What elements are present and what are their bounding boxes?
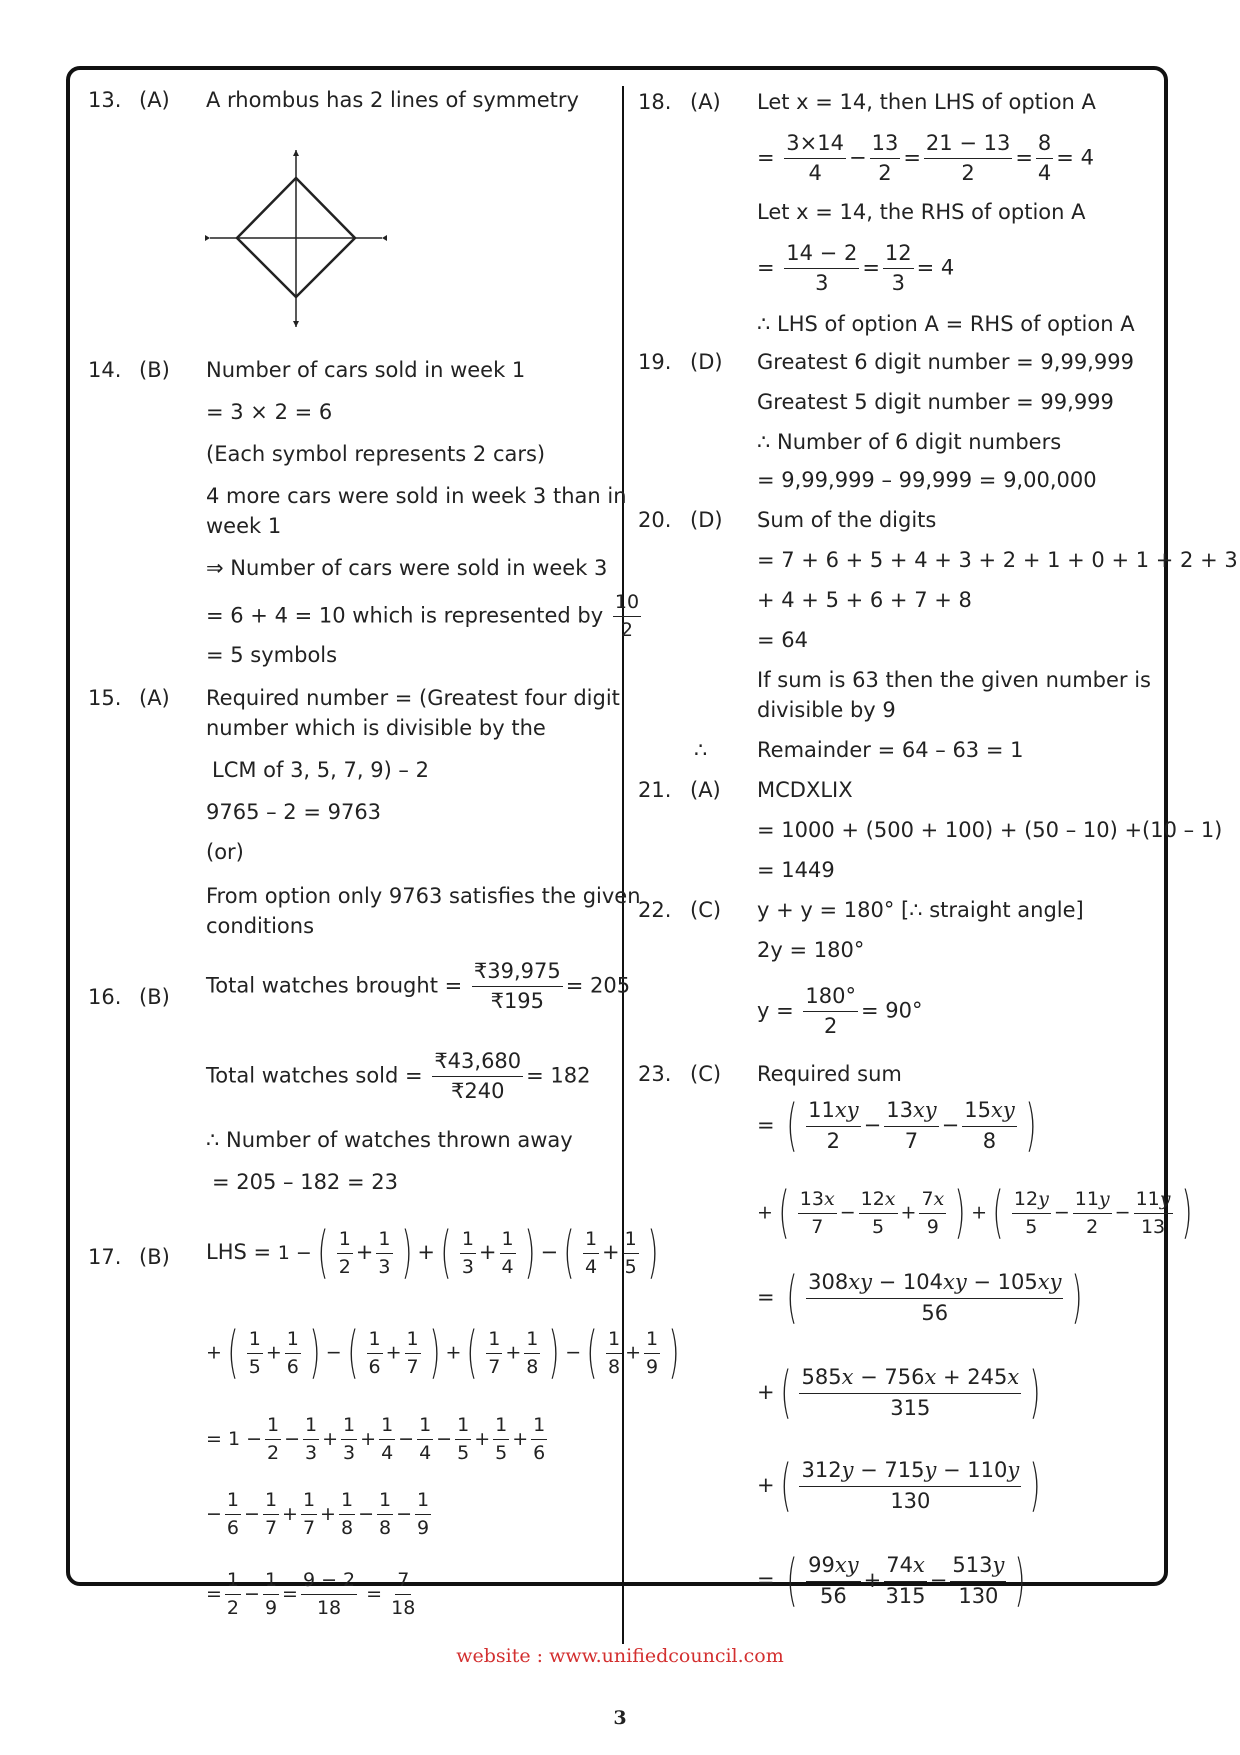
q23-line-3: +( $\frac{13x}{7}$ − $\frac{12x}{5}$ + $\frac{7x}{9}$ ) +( $\frac{12y}{5}$ − $\frac{11y}{2}$ − $\frac{11y}{13}$ ) (757, 1180, 1192, 1245)
q18-option: (A) (690, 90, 721, 114)
q21-line-1: MCDXLIX (757, 778, 853, 802)
q19-number: 19. (638, 350, 672, 374)
q16-number: 16. (88, 985, 122, 1009)
q14-line-4: 4 more cars were sold in week 3 than in (206, 484, 627, 508)
q15-number: 15. (88, 686, 122, 710)
q22-line-1: y + y = 180° [∴ straight angle] (757, 898, 1084, 922)
q17-line-2: +( $\frac{1}{5}$ + $\frac{1}{6}$ ) −( $\frac{1}{6}$ + $\frac{1}{7}$ ) +( $\frac{1}{7}$ + $\frac{1}{8}$ ) −( $\frac{1}{8}$ + $\frac{1}{9}$ ) (206, 1320, 680, 1385)
q23-option: (C) (690, 1062, 722, 1086)
q23-line-5: +( $\frac{585x - 756x + 245x}{315}$ ) (757, 1360, 1041, 1425)
q21-line-2: = 1000 + (500 + 100) + (50 – 10) +(10 – 1) (757, 818, 1223, 842)
q16-frac2-num: ₹43,680 (432, 1050, 523, 1077)
q18-line-5: ∴ LHS of option A = RHS of option A (757, 312, 1135, 336)
q21-option: (A) (690, 778, 721, 802)
q20-number: 20. (638, 508, 672, 532)
q15-line-2: number which is divisible by the (206, 716, 546, 740)
q14-line-5: week 1 (206, 514, 282, 538)
q23-line-4: = ( $\frac{308xy - 104xy - 105xy}{56}$ ) (757, 1265, 1083, 1330)
page-number: 3 (613, 1707, 627, 1729)
q16-frac1-num: ₹39,975 (472, 960, 563, 987)
q20-line-2: = 7 + 6 + 5 + 4 + 3 + 2 + 1 + 0 + 1 + 2 + 3 (757, 548, 1238, 572)
q14-frac-num: 10 (613, 592, 641, 617)
q21-line-3: = 1449 (757, 858, 835, 882)
q13-number: 13. (88, 88, 122, 112)
q16-line-3: ∴ Number of watches thrown away (206, 1128, 573, 1152)
q19-line-1: Greatest 6 digit number = 9,99,999 (757, 350, 1134, 374)
q15-line-3: LCM of 3, 5, 7, 9) – 2 (212, 758, 429, 782)
q14-line-6: ⇒ Number of cars were sold in week 3 (206, 556, 608, 580)
q16-result-2: = 182 (526, 1063, 591, 1088)
q20-line-5: If sum is 63 then the given number is (757, 668, 1151, 692)
q22-frac-num: 180° (803, 985, 858, 1012)
q20-line-1: Sum of the digits (757, 508, 937, 532)
q23-number: 23. (638, 1062, 672, 1086)
q15-option: (A) (139, 686, 170, 710)
q23-line-6: +( $\frac{312y - 715y - 110y}{130}$ ) (757, 1453, 1041, 1518)
q17-line-3: = 1 − $\frac{1}{2}$ − $\frac{1}{3}$ + $\frac{1}{3}$ + $\frac{1}{4}$ − $\frac{1}{4}$ − $\frac{1}{5}$ + $\frac{1}{5}$ + $\frac{1}{6}$ (206, 1414, 546, 1464)
q14-line-1: Number of cars sold in week 1 (206, 358, 526, 382)
q22-line-3 (757, 985, 922, 1038)
q14-fraction (613, 592, 641, 641)
q16-fraction-2 (432, 1050, 523, 1103)
q23-line-1: Required sum (757, 1062, 902, 1086)
q20-line-4: = 64 (757, 628, 808, 652)
q23-line-2: = ( $\frac{11xy}{2}$ − $\frac{13xy}{7}$ − $\frac{15xy}{8}$ ) (757, 1093, 1037, 1158)
q15-line-5: (or) (206, 840, 244, 864)
q22-frac-den: 2 (824, 1014, 838, 1039)
q18-number: 18. (638, 90, 672, 114)
q18-line-3: Let x = 14, the RHS of option A (757, 200, 1086, 224)
q19-line-4: = 9,99,999 – 99,999 = 9,00,000 (757, 468, 1097, 492)
q17-line-5: = $\frac{1}{2}$ − $\frac{1}{9}$ = $\frac{9 - 2}{18}$ = $\frac{7}{18}$ (206, 1569, 416, 1619)
q19-option: (D) (690, 350, 723, 374)
q22-line-3-rhs: = 90° (860, 998, 923, 1023)
q15-line-1: Required number = (Greatest four digit (206, 686, 620, 710)
q20-line-3: + 4 + 5 + 6 + 7 + 8 (757, 588, 972, 612)
q15-line-7: conditions (206, 914, 315, 938)
q16-option: (B) (139, 985, 170, 1009)
q14-line-3: (Each symbol represents 2 cars) (206, 442, 546, 466)
column-divider (622, 86, 624, 1644)
q18-line-4: = $\frac{14 - 2}{3}$ = $\frac{12}{3}$ = 4 (757, 241, 955, 296)
q21-number: 21. (638, 778, 672, 802)
q16-fraction-1 (472, 960, 563, 1013)
q16-line-2-text: Total watches sold = (206, 1063, 423, 1088)
q14-line-7-text: = 6 + 4 = 10 which is represented by (206, 603, 604, 628)
q16-line-4: = 205 – 182 = 23 (212, 1170, 398, 1194)
q13-text: A rhombus has 2 lines of symmetry (206, 88, 579, 112)
rhombus-diagram (200, 145, 390, 335)
q14-line-7 (206, 592, 644, 641)
q17-line-1: LHS = 1 −( $\frac{1}{2}$ + $\frac{1}{3}$ ) +( $\frac{1}{3}$ + $\frac{1}{4}$ ) −( $\frac{1}{4}$ + $\frac{1}{5}$ ) (206, 1220, 659, 1285)
q22-number: 22. (638, 898, 672, 922)
q22-line-2: 2y = 180° (757, 938, 865, 962)
q17-number: 17. (88, 1245, 122, 1269)
q15-line-6: From option only 9763 satisfies the given (206, 884, 641, 908)
q23-line-7: = ( $\frac{99xy}{56}$ + $\frac{74x}{315}$ − $\frac{513y}{130}$ ) (757, 1548, 1026, 1613)
q19-line-3: ∴ Number of 6 digit numbers (757, 430, 1062, 454)
q18-line-2: = $\frac{3\times 14}{4}$ − $\frac{13}{2}$ = $\frac{21 - 13}{2}$ = $\frac{8}{4}$ = 4 (757, 131, 1094, 186)
q14-frac-den: 2 (620, 618, 634, 641)
website-footer: website : www.unifiedcouncil.com (456, 1645, 784, 1667)
q16-frac2-den: ₹240 (451, 1079, 505, 1104)
q16-result-1: = 205 (565, 973, 631, 998)
q17-lhs-label: LHS = (206, 1240, 272, 1264)
q20-line-7: Remainder = 64 – 63 = 1 (757, 738, 1024, 762)
q16-line-1-text: Total watches brought = (206, 973, 463, 998)
q19-line-2: Greatest 5 digit number = 99,999 (757, 390, 1114, 414)
q14-number: 14. (88, 358, 122, 382)
q13-option: (A) (139, 88, 170, 112)
q14-line-8: = 5 symbols (206, 643, 338, 667)
q22-option: (C) (690, 898, 722, 922)
q16-line-2 (206, 1050, 591, 1103)
q16-frac1-den: ₹195 (490, 989, 545, 1014)
q15-line-4: 9765 – 2 = 9763 (206, 800, 382, 824)
q20-line-6: divisible by 9 (757, 698, 896, 722)
q20-option: (D) (690, 508, 723, 532)
q14-line-2: = 3 × 2 = 6 (206, 400, 333, 424)
q22-line-3-lhs: y = (757, 998, 794, 1023)
q16-line-1 (206, 960, 630, 1013)
q18-line-1: Let x = 14, then LHS of option A (757, 90, 1096, 114)
q17-option: (B) (139, 1245, 170, 1269)
q14-option: (B) (139, 358, 170, 382)
q20-therefore-symbol: ∴ (694, 738, 708, 762)
q17-line-4: − $\frac{1}{6}$ − $\frac{1}{7}$ + $\frac{1}{7}$ + $\frac{1}{8}$ − $\frac{1}{8}$ − $\frac{1}{9}$ (206, 1489, 430, 1539)
